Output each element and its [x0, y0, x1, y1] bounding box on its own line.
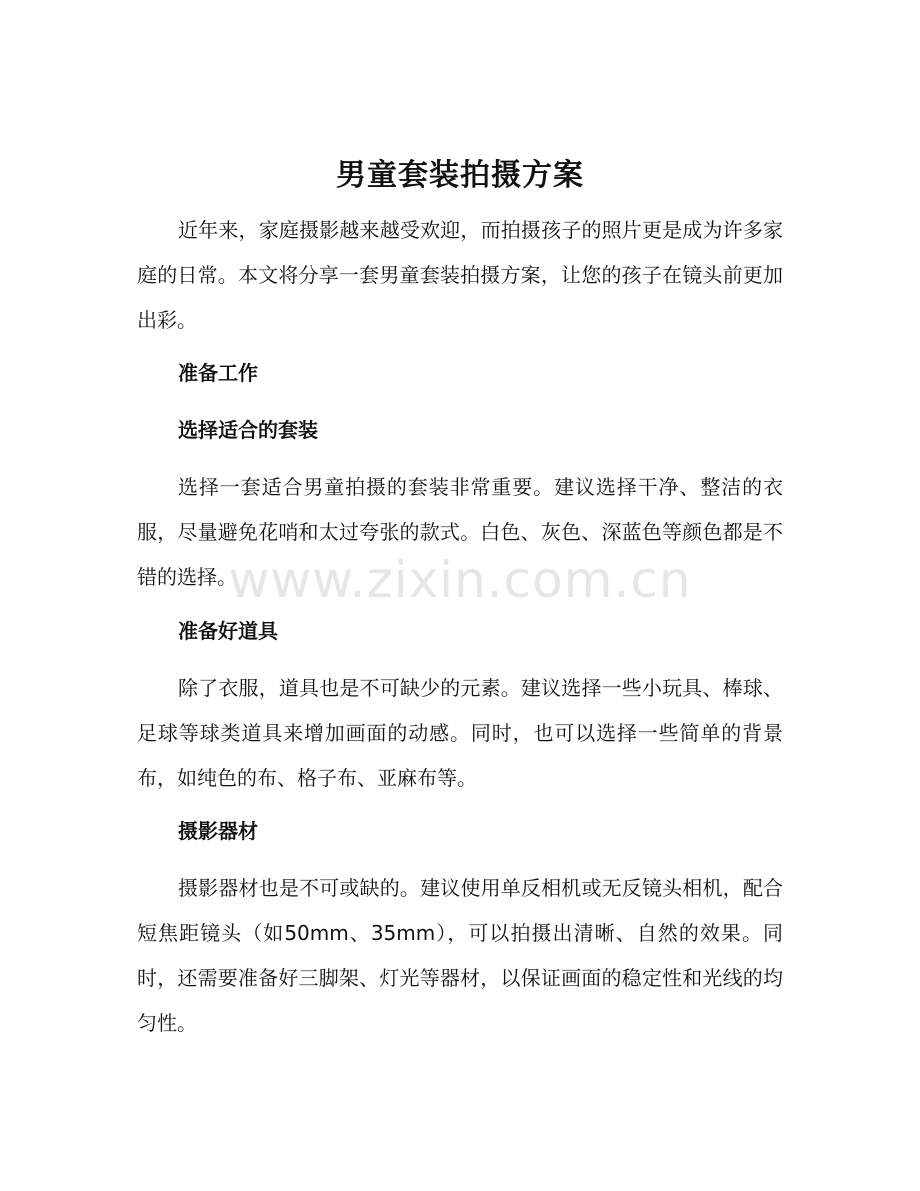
equipment-paragraph: 摄影器材也是不可或缺的。建议使用单反相机或无反镜头相机，配合短焦距镜头（如50mm、35mm），可以拍摄出清晰、自然的效果。同时，还需要准备好三脚架、灯光等器材，以保证画面的稳定性和光线的均匀性。 [137, 876, 783, 1035]
props-paragraph: 除了衣服，道具也是不可缺少的元素。建议选择一些小玩具、棒球、足球等球类道具来增加画面的动感。同时，也可以选择一些简单的背景布，如纯色的布、格子布、亚麻布等。 [137, 676, 783, 790]
watermark-text: www.zixin.com.cn [228, 551, 692, 609]
document-title: 男童套装拍摄方案 [336, 158, 584, 193]
intro-paragraph: 近年来，家庭摄影越来越受欢迎，而拍摄孩子的照片更是成为许多家庭的日常。本文将分享一套男童套装拍摄方案，让您的孩子在镜头前更加出彩。 [137, 218, 783, 332]
section-heading-prepare: 准备工作 [178, 361, 258, 385]
section-heading-equipment: 摄影器材 [178, 819, 258, 843]
outfit-paragraph: 选择一套适合男童拍摄的套装非常重要。建议选择干净、整洁的衣服，尽量避免花哨和太过夸张的款式。白色、灰色、深蓝色等颜色都是不错的选择。 [137, 475, 783, 589]
section-heading-outfit: 选择适合的套装 [178, 418, 318, 442]
section-heading-props: 准备好道具 [178, 619, 278, 643]
